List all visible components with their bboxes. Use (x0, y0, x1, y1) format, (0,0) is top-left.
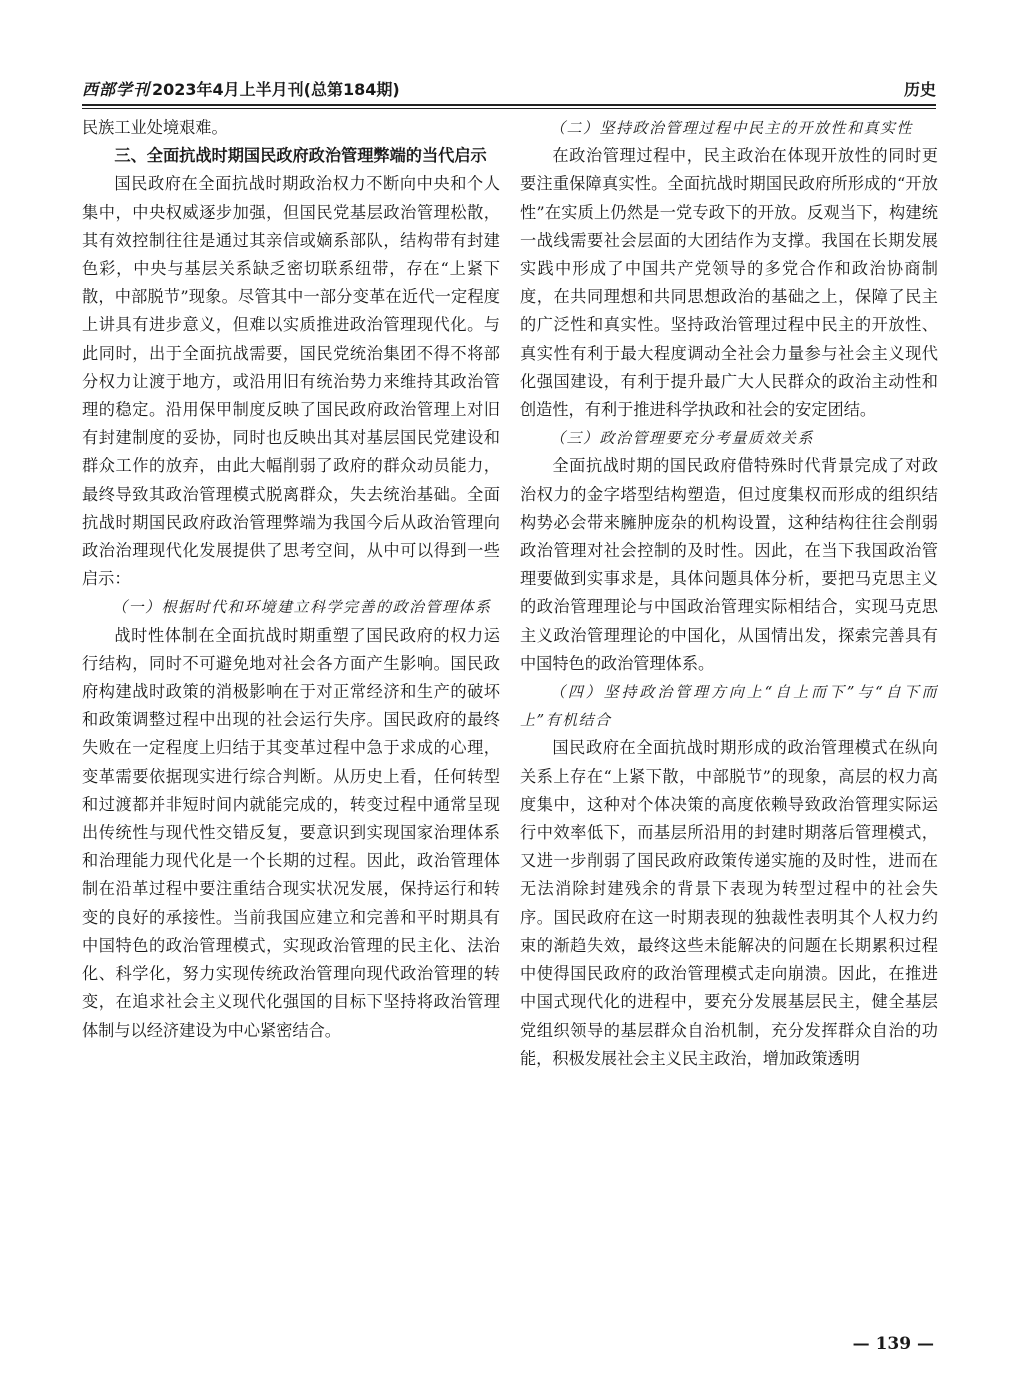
section-label: 历史 (903, 80, 936, 99)
paragraph: 全面抗战时期的国民政府借特殊时代背景完成了对政治权力的金字塔型结构塑造，但过度集权而形成的组织结构势必会带来臃肿庞杂的机构设置，这种结构往往会削弱政治管理对社会控制的及时性。因此，在当下我国政治管理要做到实事求是，具体问题具体分析，要把马克思主义的政治管理理论与中国政治管理实际相结合，实现马克思主义政治管理理论的中国化，从国情出发，探索完善具有中国特色的政治管理体系。 (520, 456, 938, 673)
subsection-heading: （二）坚持政治管理过程中民主的开放性和真实性 (550, 119, 914, 137)
paragraph: 战时性体制在全面抗战时期重塑了国民政府的权力运行结构，同时不可避免地对社会各方面产生影响。国民政府构建战时政策的消极影响在于对正常经济和生产的破坏和政策调整过程中出现的社会运行失序。国民政府的最终失败在一定程度上归结于其变革过程中急于求成的心理，变革需要依据现实进行综合判断。从历史上看，任何转型和过渡都并非短时间内就能完成的，转变过程中通常呈现出传统性与现代性交错反复，要意识到实现国家治理体系和治理能力现代化是一个长期的过程。因此，政治管理体制在沿革过程中要注重结合现实状况发展，保持运行和转变的良好的承接性。当前我国应建立和完善和平时期具有中国特色的政治管理模式，实现政治管理的民主化、法治化、科学化，努力实现传统政治管理向现代政治管理的转变，在追求社会主义现代化强国的目标下坚持将政治管理体制与以经济建设为中心紧密结合。 (82, 625, 500, 1040)
paragraph: 在政治管理过程中，民主政治在体现开放性的同时更要注重保障真实性。全面抗战时期国民政府所形成的“开放性”在实质上仍然是一党专政下的开放。反观当下，构建统一战线需要社会层面的大团结作为支撑。我国在长期发展实践中形成了中国共产党领导的多党合作和政治协商制度，在共同理想和共同思想政治的基础之上，保障了民主的广泛性和真实性。坚持政治管理过程中民主的开放性、真实性有利于最大程度调动全社会力量参与社会主义现代化强国建设，有利于提升最广大人民群众的政治主动性和创造性，有利于推进科学执政和社会的安定团结。 (520, 146, 938, 420)
left-column (82, 114, 500, 1314)
running-header (82, 70, 936, 100)
page-number: — 139 — (852, 1334, 934, 1354)
journal-issue (82, 77, 400, 100)
paragraph: 国民政府在全面抗战时期形成的政治管理模式在纵向关系上存在“上紧下散，中部脱节”的现象，高层的权力高度集中，这种对个体决策的高度依赖导致政治管理实际运行中效率低下，而基层所沿用的封建时期落后管理模式，又进一步削弱了国民政府政策传递实施的及时性，进而在无法消除封建残余的背景下表现为转型过程中的社会失序。国民政府在这一时期表现的独裁性表明其个人权力约束的渐趋失效，最终这些未能解决的问题在长期累积过程中使得国民政府的政治管理模式走向崩溃。因此，在推进中国式现代化的进程中，要充分发展基层民主，健全基层党组织领导的基层群众自治机制，充分发挥群众自治的功能，积极发展社会主义民主政治，增加政策透明 (520, 738, 938, 1068)
paragraph: 民族工业处境艰难。 (82, 118, 228, 137)
subsection-heading: （三）政治管理要充分考量质效关系 (550, 429, 815, 448)
header-rule-thick (82, 104, 936, 106)
issue-info: 2023年4月上半月刊(总第184期) (152, 80, 400, 99)
section-heading: 三、全面抗战时期国民政府政治管理弊端的当代启示 (114, 146, 487, 166)
journal-logo: 西部学刊 (82, 80, 151, 99)
paragraph: 国民政府在全面抗战时期政治权力不断向中央和个人集中，中央权威逐步加强，但国民党基层政治管理松散，其有效控制往往是通过其亲信或嫡系部队，结构带有封建色彩，中央与基层关系缺乏密切联系纽带，存在“上紧下散，中部脱节”现象。尽管其中一部分变革在近代一定程度上讲具有进步意义，但难以实质推进政治管理现代化。与此同时，出于全面抗战需要，国民党统治集团不得不将部分权力让渡于地方，或沿用旧有统治势力来维持其政治管理的稳定。沿用保甲制度反映了国民政府政治管理上对旧有封建制度的妥协，同时也反映出其对基层国民党建设和群众工作的放弃，由此大幅削弱了政府的群众动员能力，最终导致其政治管理模式脱离群众，失去统治基础。全面抗战时期国民政府政治管理弊端为我国今后从政治管理向政治治理现代化发展提供了思考空间，从中可以得到一些启示： (82, 174, 500, 589)
header-rule-thin (82, 108, 936, 109)
subsection-heading: （一）根据时代和环境建立科学完善的政治管理体系 (112, 598, 492, 617)
right-column (520, 114, 938, 1314)
subsection-heading: （四）坚持政治管理方向上“自上而下”与“自下而上”有机结合 (520, 683, 938, 730)
